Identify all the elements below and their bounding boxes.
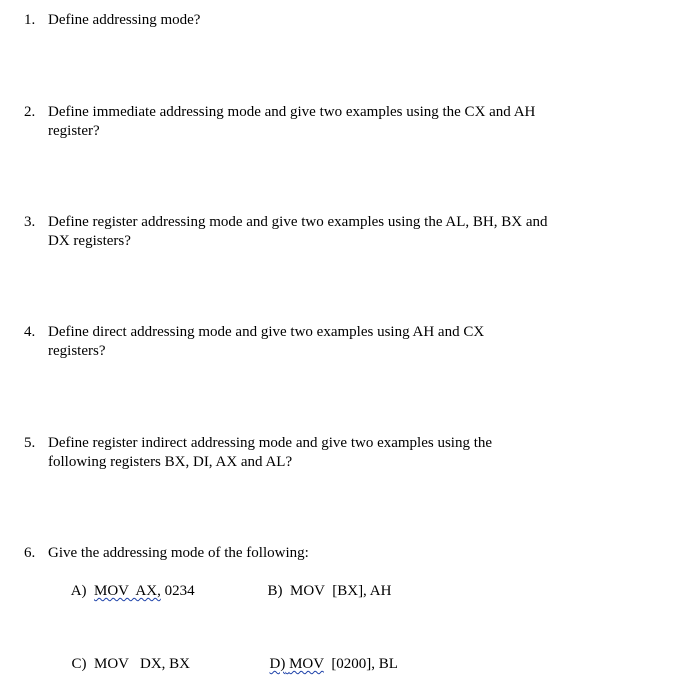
- question-1: [24, 11, 584, 30]
- option-label: D): [269, 656, 286, 672]
- question-2: [24, 103, 579, 141]
- question-3: [24, 213, 564, 251]
- option-label: B): [267, 583, 283, 599]
- option-code-spellcheck: MOV: [289, 656, 324, 672]
- option-d: [262, 636, 398, 674]
- option-b: [260, 563, 391, 601]
- question-number: 4.: [24, 324, 36, 340]
- option-label: A): [70, 583, 87, 599]
- option-label: C): [71, 656, 87, 672]
- option-c: [64, 636, 190, 674]
- question-number: 3.: [24, 214, 36, 230]
- option-code: 0234: [160, 583, 195, 599]
- question-number: 1.: [24, 12, 36, 28]
- question-text: Define register indirect addressing mode and give two examples using the following registers BX, DI, AX and AL?: [48, 435, 493, 470]
- option-code: [0200], BL: [323, 656, 398, 672]
- question-text: Define direct addressing mode and give two examples using AH and CX registers?: [48, 324, 485, 359]
- question-text: Give the addressing mode of the following:: [48, 545, 309, 561]
- question-text: Define addressing mode?: [48, 12, 201, 28]
- question-number: 5.: [24, 435, 36, 451]
- option-code-spellcheck: MOV AX,: [94, 583, 161, 599]
- option-code: MOV DX, BX: [94, 656, 190, 672]
- question-text: Define immediate addressing mode and give two examples using the CX and AH register?: [48, 104, 536, 139]
- question-6: [24, 544, 584, 563]
- question-5: [24, 434, 529, 472]
- question-number: 2.: [24, 104, 36, 120]
- question-number: 6.: [24, 545, 36, 561]
- option-a: [64, 563, 195, 601]
- question-4: [24, 323, 524, 361]
- question-text: Define register addressing mode and give two examples using the AL, BH, BX and DX registers?: [48, 214, 548, 249]
- option-code: MOV [BX], AH: [290, 583, 392, 599]
